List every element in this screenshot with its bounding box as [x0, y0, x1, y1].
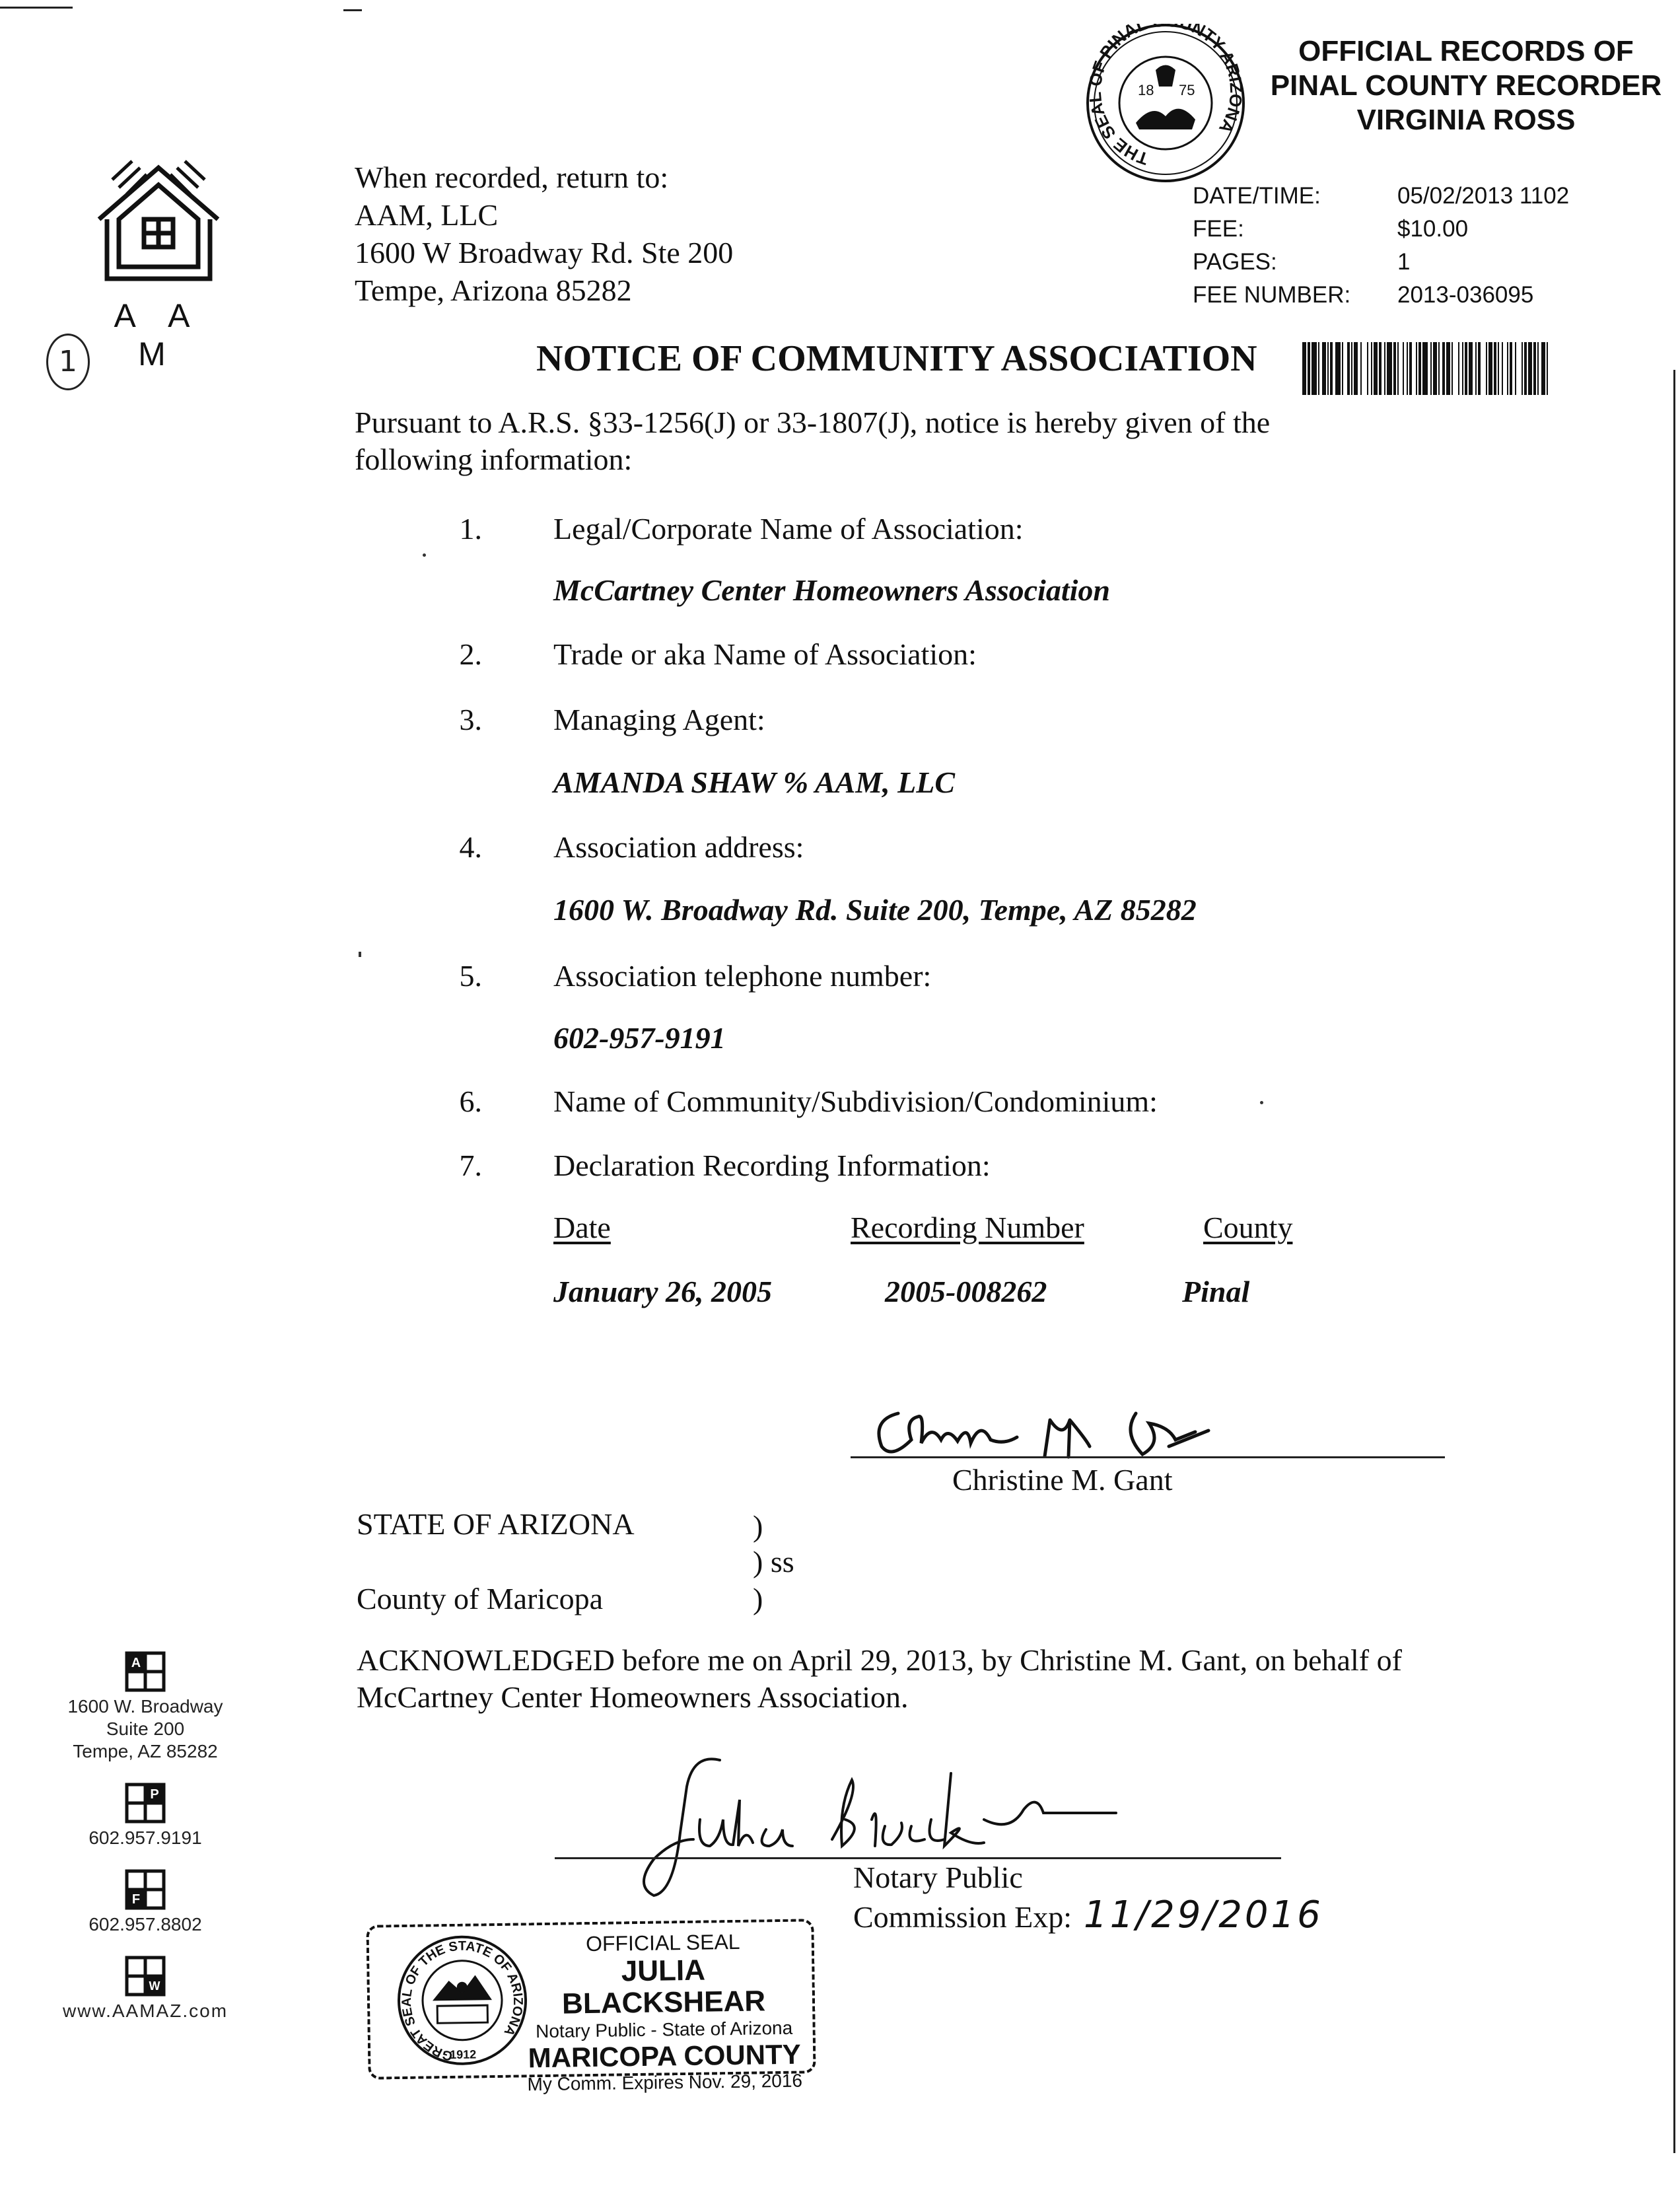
aam-logo-text: A A M: [114, 297, 203, 372]
item-3-value: AMANDA SHAW % AAM, LLC: [553, 765, 955, 799]
recorder-value: 2013-036095: [1397, 282, 1534, 308]
address-icon-letter: A: [131, 1656, 141, 1670]
signer-signature: [858, 1394, 1228, 1466]
acknowledgment: [357, 1642, 1611, 1716]
barcode-bar: [1422, 342, 1428, 395]
item-5: [442, 958, 931, 995]
declaration-header-recording-number: Recording Number: [851, 1211, 1084, 1244]
declaration-date: January 26, 2005: [553, 1275, 772, 1308]
return-to-line4: Tempe, Arizona 85282: [355, 273, 632, 307]
recorder-value: 1: [1397, 249, 1411, 275]
circled-page-mark: [46, 334, 90, 390]
phone-icon: [125, 1783, 166, 1824]
notary-seal-line4: MARICOPA COUNTY: [528, 2038, 802, 2074]
recorder-title-line1: OFFICIAL RECORDS OF: [1298, 35, 1634, 67]
sidebar-fax: [40, 1869, 251, 1936]
scan-speck: [1260, 1101, 1263, 1104]
intro-line2: following information:: [355, 443, 633, 476]
declaration-recording-number: 2005-008262: [885, 1275, 1047, 1308]
item-4: [442, 829, 804, 866]
notary-commission-handwritten: 11/29/2016: [1083, 1894, 1323, 1936]
fax-icon: [125, 1869, 166, 1910]
notary-commission-label: Commission Exp:: [853, 1900, 1072, 1934]
barcode-bar: [1362, 342, 1367, 395]
barcode-bar: [1312, 342, 1317, 395]
signer-signature-line: [851, 1456, 1445, 1458]
item-2: [442, 636, 977, 673]
sidebar-contact: [40, 1651, 251, 2022]
recorder-row: [1193, 246, 1602, 279]
web-icon-letter: W: [149, 1979, 160, 1993]
notary-seal-text: [521, 1928, 807, 2096]
arizona-seal: [396, 1933, 530, 2067]
scan-edge-line: [1673, 370, 1675, 2153]
barcode-bar: [1335, 342, 1341, 395]
barcode-bar: [1548, 342, 1551, 395]
sidebar-phone: [40, 1783, 251, 1849]
recorder-value: $10.00: [1397, 216, 1469, 242]
notary-seal-line2: JULIA BLACKSHEAR: [561, 1954, 766, 2020]
return-to-line2: AAM, LLC: [355, 198, 499, 232]
recorder-row: [1193, 180, 1602, 213]
venue-paren-3: ): [753, 1582, 763, 1615]
venue-county: County of Maricopa: [357, 1582, 604, 1615]
acknowledgment-line2: McCartney Center Homeowners Association.: [357, 1680, 909, 1714]
scan-top-line: [0, 7, 73, 9]
arizona-seal-year: 1912: [449, 2047, 477, 2061]
sidebar-address-line2: Suite 200: [106, 1719, 185, 1739]
document-title: NOTICE OF COMMUNITY ASSOCIATION: [536, 338, 1257, 379]
notary-seal-line5: My Comm. Expires Nov. 29, 2016: [527, 2070, 803, 2095]
pinal-county-seal: [1080, 24, 1251, 182]
item-number: 7.: [459, 1149, 482, 1182]
sidebar-address-line3: Tempe, AZ 85282: [73, 1741, 218, 1761]
notary-seal-line1: OFFICIAL SEAL: [585, 1929, 740, 1956]
item-1: [442, 511, 1024, 548]
item-number: 2.: [459, 637, 482, 671]
circled-page-number: 1: [59, 345, 77, 378]
notary-commission: [853, 1894, 1323, 1936]
item-number: 5.: [459, 959, 482, 993]
web-icon: [125, 1956, 166, 1997]
item-label: Association address:: [553, 830, 804, 864]
notary-seal-stamp: [366, 1919, 816, 2095]
venue-state: STATE OF ARIZONA: [357, 1507, 635, 1541]
barcode-bar: [1481, 342, 1486, 395]
pinal-seal-year-right: 75: [1179, 82, 1195, 98]
declaration-county: Pinal: [1182, 1275, 1250, 1308]
recorder-label: FEE NUMBER:: [1193, 282, 1351, 308]
item-label: Trade or aka Name of Association:: [553, 637, 977, 671]
item-number: 6.: [459, 1084, 482, 1118]
declaration-header-county: County: [1203, 1211, 1293, 1244]
recorder-title-line2: PINAL COUNTY RECORDER: [1270, 69, 1662, 102]
item-1-value: McCartney Center Homeowners Association: [553, 573, 1110, 607]
sidebar-phone-number: 602.957.9191: [88, 1827, 202, 1848]
barcode-bar: [1516, 342, 1522, 395]
sidebar-web: [40, 1956, 251, 2022]
intro-paragraph: [355, 404, 1609, 478]
barcode-bar: [1453, 342, 1458, 395]
item-label: Legal/Corporate Name of Association:: [553, 512, 1024, 546]
arizona-seal-ring-text: GREAT SEAL OF THE STATE OF ARIZONA: [400, 1938, 526, 2064]
recorder-label: PAGES:: [1193, 249, 1277, 275]
address-icon: [125, 1651, 166, 1692]
sidebar-address: [40, 1651, 251, 1763]
recorder-details: [1193, 180, 1602, 312]
declaration-header-date: Date: [553, 1211, 611, 1244]
notary-title: Notary Public: [853, 1861, 1023, 1894]
pinal-seal-ring-text: THE SEAL OF PINAL NTY ARIZONA: [1084, 24, 1247, 169]
acknowledgment-line1: ACKNOWLEDGED before me on April 29, 2013, by Christine M. Gant, on behalf of: [357, 1643, 1402, 1677]
item-number: 3.: [459, 703, 482, 736]
return-to-line1: When recorded, return to:: [355, 160, 669, 194]
signer-name: Christine M. Gant: [952, 1463, 1173, 1497]
item-6: [442, 1083, 1158, 1120]
sidebar-fax-number: 602.957.8802: [88, 1914, 202, 1934]
return-to-block: [355, 159, 733, 309]
item-number: 1.: [459, 512, 482, 546]
recorder-row: [1193, 279, 1602, 312]
venue-paren-1: ): [753, 1509, 763, 1543]
recorder-label: DATE/TIME:: [1193, 183, 1321, 209]
recorder-title: [1268, 34, 1664, 137]
pinal-seal-year-left: 18: [1138, 82, 1154, 98]
venue-paren-2: ) ss: [753, 1545, 794, 1578]
item-label: Association telephone number:: [553, 959, 932, 993]
item-number: 4.: [459, 830, 482, 864]
recorder-row: [1193, 213, 1602, 246]
fax-icon-letter: F: [131, 1892, 141, 1907]
recorder-label: FEE:: [1193, 216, 1244, 242]
intro-line1: Pursuant to A.R.S. §33-1256(J) or 33-1807(J), notice is hereby given of the: [355, 406, 1271, 439]
scan-top-tick: [343, 9, 362, 11]
sidebar-address-line1: 1600 W. Broadway: [67, 1696, 223, 1717]
item-label: Name of Community/Subdivision/Condominium:: [553, 1084, 1158, 1118]
barcode-bar: [1387, 342, 1392, 395]
scan-speck: [359, 952, 361, 957]
item-5-value: 602-957-9191: [553, 1021, 726, 1055]
return-to-line3: 1600 W Broadway Rd. Ste 200: [355, 236, 734, 269]
item-4-value: 1600 W. Broadway Rd. Suite 200, Tempe, AZ 85282: [553, 893, 1197, 927]
item-7: [442, 1147, 991, 1184]
barcode: [1302, 342, 1623, 395]
scan-speck: [423, 553, 426, 557]
phone-icon-letter: P: [150, 1787, 159, 1802]
notary-seal-line3: Notary Public - State of Arizona: [535, 2017, 793, 2042]
house-icon: [92, 153, 225, 285]
aam-logo: [92, 153, 225, 372]
recorder-title-line3: VIRGINIA ROSS: [1356, 104, 1576, 136]
item-label: Declaration Recording Information:: [553, 1149, 991, 1182]
item-3: [442, 701, 765, 738]
item-label: Managing Agent:: [553, 703, 765, 736]
recorder-value: 05/02/2013 1102: [1397, 183, 1570, 209]
sidebar-web-address: www.AAMAZ.com: [62, 2001, 228, 2021]
